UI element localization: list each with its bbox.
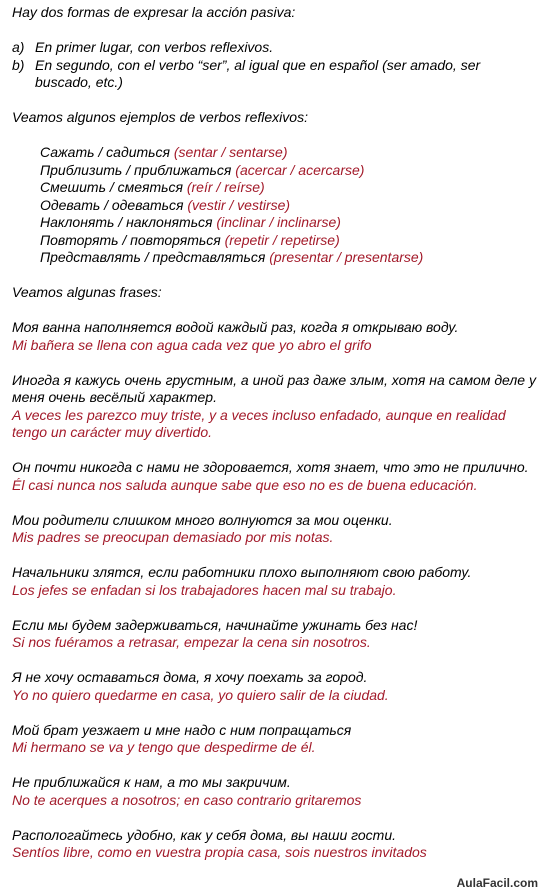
verb-example bbox=[40, 214, 537, 232]
document-page bbox=[12, 4, 537, 862]
phrase-russian: Мои родители слишком много волнуются за мои оценки. bbox=[12, 511, 393, 528]
phrase-russian: Распологайтесь удобно, как у себя дома, вы наши гости. bbox=[12, 826, 397, 843]
examples-heading: Veamos algunos ejemplos de verbos reflexivos: bbox=[12, 109, 308, 125]
verb-example bbox=[40, 232, 537, 250]
verb-spanish: (vestir / vestirse) bbox=[187, 196, 291, 213]
phrase-pair bbox=[12, 617, 537, 652]
verb-russian: Одевать / одеваться bbox=[40, 196, 188, 213]
verb-russian: Представлять / представляться bbox=[40, 249, 270, 265]
phrase-russian: Не приближайся к нам, а то мы закричим. bbox=[12, 774, 291, 790]
verb-example bbox=[40, 197, 537, 215]
phrase-pair bbox=[12, 459, 537, 494]
phrase-russian: Он почти никогда с нами не здоровается, хотя знает, что это не прилично. bbox=[12, 459, 529, 475]
verb-example bbox=[40, 249, 537, 267]
verb-russian: Сажать / садиться bbox=[40, 144, 174, 160]
list-item-text: En primer lugar, con verbos reflexivos. bbox=[35, 39, 274, 55]
verb-examples-list bbox=[12, 144, 537, 267]
phrase-spanish: Él casi nunca nos saluda aunque sabe que eso no es de buena educación. bbox=[12, 476, 478, 493]
verb-spanish: (inclinar / inclinarse) bbox=[216, 214, 341, 230]
phrase-spanish: No te acerques a nosotros; en caso contrario gritaremos bbox=[12, 791, 362, 808]
verb-spanish: (sentar / sentarse) bbox=[173, 144, 288, 160]
verb-example bbox=[40, 144, 537, 162]
verb-russian: Приблизить / приближаться bbox=[40, 161, 236, 178]
phrase-spanish: Mi bañera se llena con agua cada vez que yo abro el grifo bbox=[12, 336, 372, 353]
phrase-pair bbox=[12, 319, 537, 354]
phrase-russian: Иногда я кажусь очень грустным, а иной раз даже злым, хотя на самом деле у меня очень весёлый характер. bbox=[12, 371, 536, 405]
phrases-heading: Veamos algunas frases: bbox=[12, 284, 162, 300]
phrase-spanish: Sentíos libre, como en vuestra propia casa, sois nuestros invitados bbox=[12, 844, 427, 860]
phrase-russian: Если мы будем задерживаться, начинайте ужинать без нас! bbox=[12, 616, 418, 633]
verb-russian: Повторять / повторяться bbox=[40, 231, 225, 248]
phrase-pair bbox=[12, 827, 537, 862]
verb-example bbox=[40, 179, 537, 197]
phrase-russian: Моя ванна наполняется водой каждый раз, когда я открываю воду. bbox=[12, 319, 459, 335]
verb-spanish: (reír / reírse) bbox=[186, 179, 265, 195]
phrase-spanish: Los jefes se enfadan si los trabajadores hacen mal su trabajo. bbox=[12, 581, 397, 598]
verb-russian: Наклонять / наклоняться bbox=[40, 214, 217, 230]
list-item-b bbox=[12, 57, 537, 92]
phrase-spanish: Yo no quiero quedarme en casa, yo quiero salir de la ciudad. bbox=[12, 686, 389, 703]
list-item-a bbox=[12, 39, 537, 57]
list-marker: b) bbox=[12, 56, 25, 73]
phrase-pair bbox=[12, 564, 537, 599]
phrase-pair bbox=[12, 722, 537, 757]
phrase-pair bbox=[12, 774, 537, 809]
aulafacil-logo: AulaFacil.com bbox=[454, 874, 541, 894]
phrase-pair bbox=[12, 512, 537, 547]
verb-example bbox=[40, 162, 537, 180]
phrase-spanish: A veces les parezco muy triste, y a veces incluso enfadado, aunque en realidad tengo un carácter muy divertido. bbox=[12, 406, 506, 440]
list-item-text: En segundo, con el verbo “ser”, al igual que en español (ser amado, ser buscado, etc.) bbox=[35, 56, 481, 90]
phrase-spanish: Si nos fuéramos a retrasar, empezar la cena sin nosotros. bbox=[12, 634, 371, 650]
phrase-russian: Я не хочу оставаться дома, я хочу поехать за город. bbox=[12, 669, 368, 685]
phrase-pair bbox=[12, 669, 537, 704]
list-marker: a) bbox=[12, 39, 25, 55]
verb-spanish: (acercar / acercarse) bbox=[235, 161, 365, 178]
verb-spanish: (presentar / presentarse) bbox=[269, 249, 424, 265]
verb-spanish: (repetir / repetirse) bbox=[224, 231, 340, 248]
phrase-spanish: Mis padres se preocupan demasiado por mis notas. bbox=[12, 529, 334, 545]
intro-text: Hay dos formas de expresar la acción pasiva: bbox=[12, 4, 296, 20]
phrase-pair bbox=[12, 372, 537, 442]
phrase-spanish: Mi hermano se va y tengo que despedirme de él. bbox=[12, 739, 316, 755]
verb-russian: Смешить / смеяться bbox=[40, 179, 187, 195]
phrase-russian: Мой брат уезжает и мне надо с ним попращаться bbox=[12, 721, 352, 738]
phrase-russian: Начальники злятся, если работники плохо выполняют свою работу. bbox=[12, 564, 472, 580]
